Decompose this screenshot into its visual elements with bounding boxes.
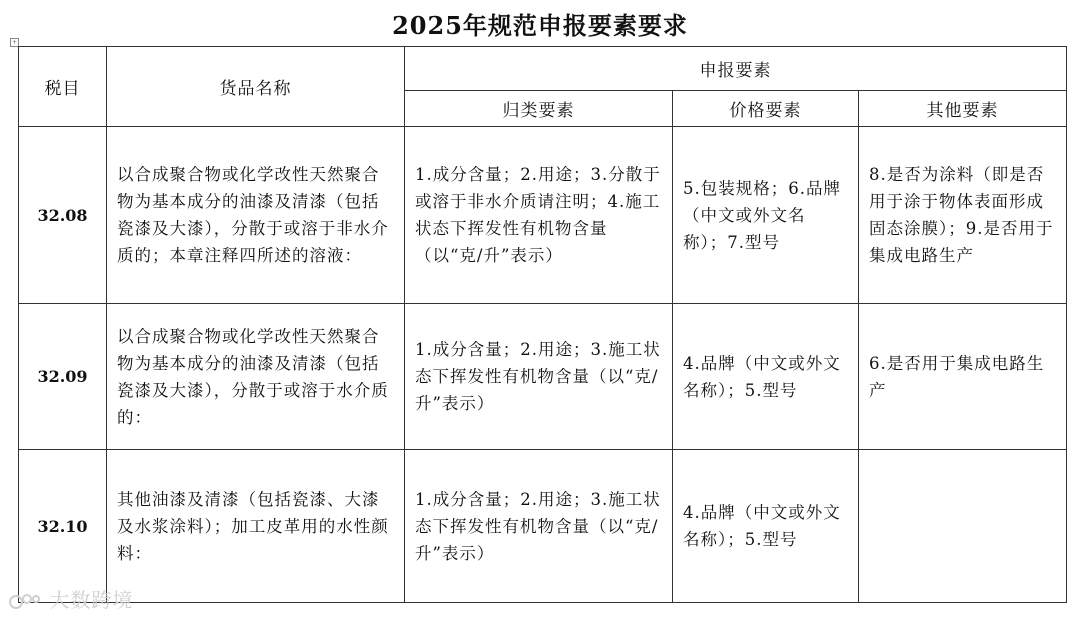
header-tariff: 税目 xyxy=(19,47,107,127)
other-elements: 6.是否用于集成电路生产 xyxy=(859,304,1067,450)
price-elements: 4.品牌（中文或外文名称）；5.型号 xyxy=(673,450,859,603)
header-price: 价格要素 xyxy=(673,91,859,127)
table-row xyxy=(19,450,1067,603)
tariff-code: 32.09 xyxy=(19,304,107,450)
header-classification: 归类要素 xyxy=(405,91,673,127)
classification-elements: 1.成分含量；2.用途；3.分散于或溶于非水介质请注明；4.施工状态下挥发性有机物含量（以“克/升”表示） xyxy=(405,127,673,304)
goods-name: 其他油漆及清漆（包括瓷漆、大漆及水浆涂料）；加工皮革用的水性颜料： xyxy=(107,450,405,603)
header-other: 其他要素 xyxy=(859,91,1067,127)
watermark-text: 大数跨境 xyxy=(49,588,134,612)
table-anchor-icon[interactable]: + xyxy=(11,39,18,46)
header-goods-name: 货品名称 xyxy=(107,47,405,127)
classification-elements: 1.成分含量；2.用途；3.施工状态下挥发性有机物含量（以“克/升”表示） xyxy=(405,304,673,450)
classification-elements: 1.成分含量；2.用途；3.施工状态下挥发性有机物含量（以“克/升”表示） xyxy=(405,450,673,603)
other-elements xyxy=(859,450,1067,603)
goods-name: 以合成聚合物或化学改性天然聚合物为基本成分的油漆及清漆（包括瓷漆及大漆），分散于或溶于非水介质的；本章注释四所述的溶液： xyxy=(107,127,405,304)
table-row xyxy=(19,127,1067,304)
header-declaration-elements: 申报要素 xyxy=(405,47,1067,91)
page-title: 2025年规范申报要素要求 xyxy=(392,11,688,40)
table-row xyxy=(19,304,1067,450)
watermark xyxy=(8,584,133,613)
watermark-logo-icon xyxy=(8,591,42,613)
other-elements: 8.是否为涂料（即是否用于涂于物体表面形成固态涂膜）；9.是否用于集成电路生产 xyxy=(859,127,1067,304)
price-elements: 5.包装规格；6.品牌（中文或外文名称）；7.型号 xyxy=(673,127,859,304)
declaration-table xyxy=(18,46,1067,603)
price-elements: 4.品牌（中文或外文名称）；5.型号 xyxy=(673,304,859,450)
tariff-code: 32.08 xyxy=(19,127,107,304)
tariff-code: 32.10 xyxy=(19,450,107,603)
goods-name: 以合成聚合物或化学改性天然聚合物为基本成分的油漆及清漆（包括瓷漆及大漆），分散于或溶于水介质的： xyxy=(107,304,405,450)
